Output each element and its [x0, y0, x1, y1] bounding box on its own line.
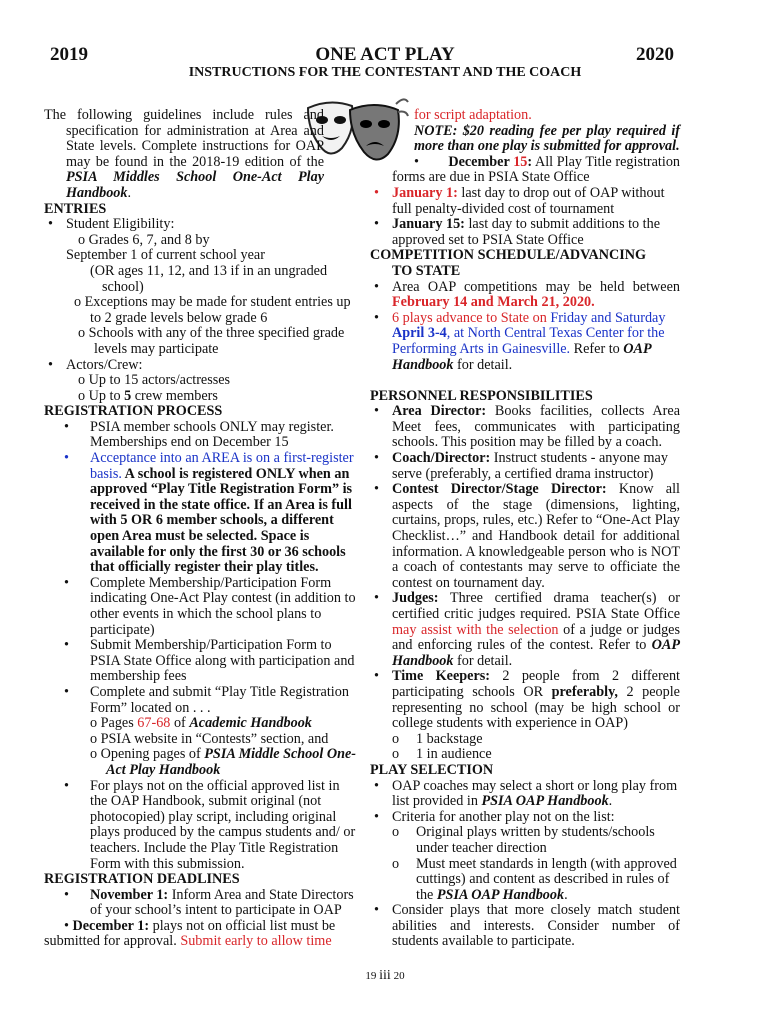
footer-year-right: 20 — [393, 970, 405, 982]
list-item: • Judges: Three certified drama teacher(s) or certified critic judges required. PSIA State Office may assist with the selection of a judge or judges and enforcing rules of the contest. Refer to OAP Handbook for detail. — [374, 590, 680, 669]
right-column — [370, 108, 680, 950]
list-item: • Actors/Crew: — [48, 356, 143, 373]
footer-year-left: 19 — [365, 970, 377, 982]
list-item: • Area Director: Books facilities, collects Area Meet fees, communicates with participating schools. This position may be filled by a coach. — [374, 403, 680, 451]
list-item: September 1 of current school year — [66, 247, 265, 264]
list-item: • Time Keepers: 2 people from 2 different participating schools OR preferably, 2 people representing no school (may be high school or college students with experience in OAP) — [374, 668, 681, 732]
list-item: • Area OAP competitions may be held between February 14 and March 21, 2020. — [374, 278, 680, 311]
list-item: • December 1: plays not on official list must be submitted for approval. Submit early to allow time — [44, 917, 336, 950]
list-item: • Coach/Director: Instruct students - anyone may serve (preferably, a certified drama instructor) — [374, 450, 668, 482]
list-item: • Consider plays that more closely match student abilities and interests. Consider number of students available to participate. — [374, 902, 680, 950]
section-heading-personnel: PERSONNEL RESPONSIBILITIES — [370, 387, 593, 404]
list-item: • December 15: All Play Title registration forms are due in PSIA State Office — [392, 153, 681, 186]
list-item: o Up to 15 actors/actresses — [78, 372, 231, 389]
section-heading-play-selection: PLAY SELECTION — [370, 761, 494, 778]
year-left: 2019 — [50, 44, 88, 65]
section-heading-deadlines: REGISTRATION DEADLINES — [44, 871, 240, 888]
list-item: • November 1: Inform Area and State Directors of your school’s intent to participate in OAP — [64, 886, 354, 919]
list-item: • January 1: last day to drop out of OAP without full penalty-divided cost of tournament — [374, 184, 665, 217]
section-heading-competition-2: TO STATE — [392, 262, 461, 279]
list-item: • Complete and submit “Play Title Registration Form” located on . . . — [64, 683, 349, 716]
list-item: o Up to 5 crew members — [78, 387, 218, 404]
section-heading-entries: ENTRIES — [44, 200, 107, 217]
note: NOTE: $20 reading fee per play required if more than one play is submitted for approval. — [414, 122, 680, 155]
section-heading-competition: COMPETITION SCHEDULE/ADVANCING — [370, 247, 647, 264]
list-item: (OR ages 11, 12, and 13 if in an ungraded school) — [90, 262, 328, 295]
list-item: • Complete Membership/Participation Form indicating One-Act Play contest (in addition to other events in which the school plans to participate) — [64, 574, 356, 638]
list-item: • For plays not on the official approved list in the OAP Handbook, submit original (not photocopied) play script, including original plays produced by the campus students and/ or teachers. Include the Play Title Registration Form with this submission. — [64, 777, 356, 872]
list-item: o Schools with any of the three specified grade levels may participate — [78, 325, 345, 357]
intro-paragraph: The following guidelines include rules and specification for administration at Area and State levels. Complete instructions for OAP may be found in the 2018-19 edition of the PSIA Middles School One-Act Play Handbook. — [44, 107, 324, 201]
list-item: • PSIA member schools ONLY may register. Memberships end on December 15 — [64, 418, 334, 451]
page-title: ONE ACT PLAY — [315, 44, 455, 65]
list-item: o Original plays written by students/schools under teacher direction — [392, 824, 655, 856]
list-item: o PSIA website in “Contests” section, and — [90, 730, 329, 747]
list-item: o Grades 6, 7, and 8 by — [78, 231, 210, 248]
page-subtitle: INSTRUCTIONS FOR THE CONTESTANT AND THE COACH — [188, 65, 582, 80]
list-item: • Criteria for another play not on the list: — [374, 808, 615, 825]
list-item: o Pages 67-68 of Academic Handbook — [90, 715, 312, 732]
list-item: for script adaptation. — [414, 107, 532, 123]
left-column — [44, 108, 356, 950]
list-item: • Submit Membership/Participation Form to PSIA State Office along with participation and membership fees — [64, 637, 355, 685]
list-item: • Contest Director/Stage Director: Know all aspects of the stage (dimensions, lighting, curtains, props, rules, etc.) Refer to “One-Act Play Checklist…” and Handbook detail for additional information. A knowledgeable person who is NOT a coach of contestants may serve to officiate the contest on tournament day. — [374, 481, 680, 591]
list-item: o Must meet standards in length (with approved cuttings) and content as described in rules of the PSIA OAP Handbook. — [392, 855, 677, 903]
list-item: • Student Eligibility: — [48, 216, 175, 233]
list-item: o Exceptions may be made for student entries up to 2 grade levels below grade 6 — [74, 294, 351, 326]
list-item: o Opening pages of PSIA Middle School One-Act Play Handbook — [90, 746, 357, 778]
list-item: • OAP coaches may select a short or long play from list provided in PSIA OAP Handbook. — [374, 777, 678, 810]
year-right: 2020 — [636, 44, 674, 65]
list-item: • January 15: last day to submit additions to the approved set to PSIA State Office — [374, 216, 660, 248]
list-item: • 6 plays advance to State on Friday and Saturday April 3-4, at North Central Texas Center for the Performing Arts in Gainesville. Refer to OAP Handbook for detail. — [374, 309, 666, 373]
list-item: o 1 backstage — [392, 730, 483, 747]
list-item: o 1 in audience — [392, 746, 492, 763]
section-heading-registration: REGISTRATION PROCESS — [44, 403, 223, 420]
list-item: • Acceptance into an AREA is on a first-register basis. A school is registered ONLY when an approved “Play Title Registration Form” is received in the state office. If an Area is full with 5 OR 6 member schools, a different open Area must be selected. Space is available for only the first 30 or 36 schools that officially register their play titles. — [64, 450, 354, 576]
page-footer — [0, 968, 770, 984]
page-number: iii — [379, 968, 391, 983]
